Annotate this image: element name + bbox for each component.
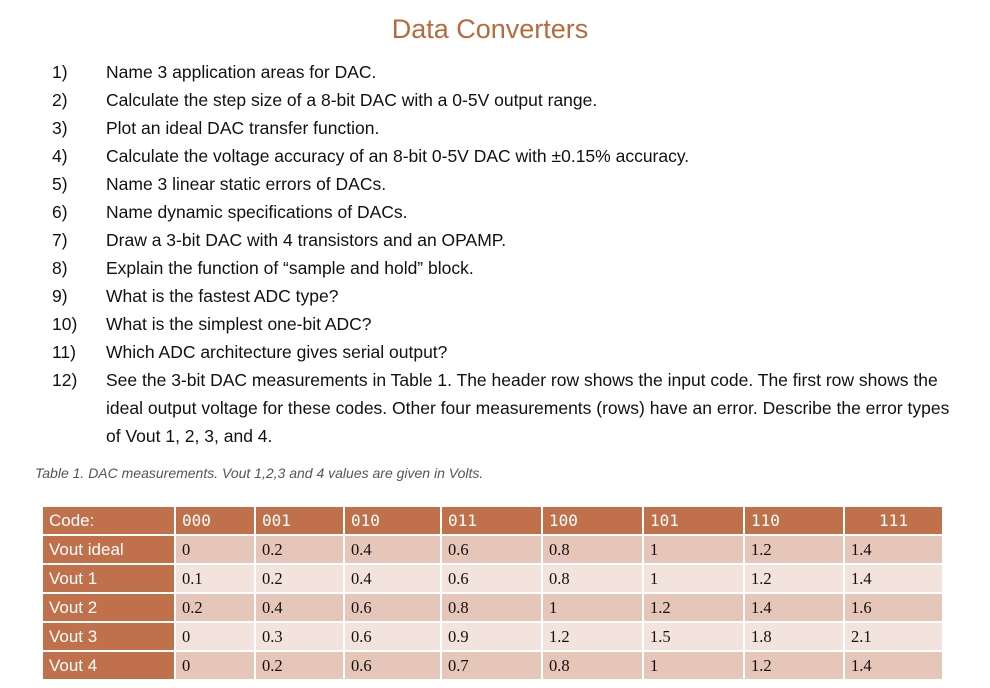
- table-cell: 1.4: [744, 593, 844, 622]
- table-cell: 1.8: [744, 622, 844, 651]
- table-cell: 1.6: [844, 593, 943, 622]
- table-cell: 0.6: [344, 593, 441, 622]
- question-text: What is the fastest ADC type?: [106, 286, 339, 306]
- table-cell: 0.8: [542, 564, 643, 593]
- table-cell: 1: [643, 651, 744, 680]
- table-cell: 0: [175, 651, 255, 680]
- table-cell: 0.6: [344, 651, 441, 680]
- question-item: [52, 114, 952, 142]
- header-cell: 001: [255, 506, 344, 535]
- question-item: [52, 310, 952, 338]
- question-text: Name 3 application areas for DAC.: [106, 62, 377, 82]
- question-text: Plot an ideal DAC transfer function.: [106, 118, 380, 138]
- question-item: [52, 198, 952, 226]
- question-text: Name 3 linear static errors of DACs.: [106, 174, 387, 194]
- table-cell: 1: [643, 564, 744, 593]
- table-cell: 0.6: [441, 564, 542, 593]
- question-item: [52, 366, 952, 450]
- row-label: Vout 2: [42, 593, 175, 622]
- table-cell: 1: [643, 535, 744, 564]
- table-cell: 2.1: [844, 622, 943, 651]
- row-label: Vout 1: [42, 564, 175, 593]
- dac-measurements-table: [41, 505, 944, 681]
- table-cell: 0.6: [344, 622, 441, 651]
- table-cell: 0.2: [175, 593, 255, 622]
- table-cell: 0.6: [441, 535, 542, 564]
- table-cell: 0: [175, 535, 255, 564]
- header-cell: 111: [844, 506, 943, 535]
- table-cell: 0.7: [441, 651, 542, 680]
- row-label: Vout ideal: [42, 535, 175, 564]
- table-cell: 1.2: [542, 622, 643, 651]
- header-cell: 000: [175, 506, 255, 535]
- question-number: 11): [52, 342, 76, 362]
- table-cell: 0.2: [255, 564, 344, 593]
- question-number: 9): [52, 286, 68, 306]
- question-text: Explain the function of “sample and hold” block.: [106, 258, 474, 278]
- page-title: Data Converters: [391, 14, 589, 44]
- header-cell: 100: [542, 506, 643, 535]
- question-item: [52, 58, 952, 86]
- table-cell: 0.8: [441, 593, 542, 622]
- question-number: 10): [52, 314, 78, 334]
- question-list: [52, 58, 952, 450]
- table-cell: 0.2: [255, 535, 344, 564]
- header-cell: 010: [344, 506, 441, 535]
- question-number: 5): [52, 174, 68, 194]
- table-cell: 1.4: [844, 564, 943, 593]
- table-cell: 0.4: [344, 564, 441, 593]
- table-row: [42, 535, 943, 564]
- table-cell: 0.4: [255, 593, 344, 622]
- table-cell: 1.4: [844, 535, 943, 564]
- question-number: 3): [52, 118, 68, 138]
- question-number: 7): [52, 230, 68, 250]
- question-number: 8): [52, 258, 68, 278]
- table-row: [42, 651, 943, 680]
- question-item: [52, 170, 952, 198]
- row-label: Vout 4: [42, 651, 175, 680]
- table-cell: 0: [175, 622, 255, 651]
- header-cell: Code:: [42, 506, 175, 535]
- question-text: Calculate the voltage accuracy of an 8-bit 0-5V DAC with ±0.15% accuracy.: [106, 146, 690, 166]
- question-number: 6): [52, 202, 68, 222]
- table-caption: Table 1. DAC measurements. Vout 1,2,3 and 4 values are given in Volts.: [35, 465, 484, 481]
- table-cell: 1.2: [744, 564, 844, 593]
- question-item: [52, 254, 952, 282]
- table-header-row: [42, 506, 943, 535]
- question-text: Draw a 3-bit DAC with 4 transistors and an OPAMP.: [106, 230, 507, 250]
- table-cell: 0.1: [175, 564, 255, 593]
- question-number: 4): [52, 146, 68, 166]
- table-cell: 0.9: [441, 622, 542, 651]
- table-cell: 1: [542, 593, 643, 622]
- header-cell: 110: [744, 506, 844, 535]
- question-item: [52, 338, 952, 366]
- question-item: [52, 282, 952, 310]
- question-item: [52, 142, 952, 170]
- question-number: 12): [52, 370, 78, 390]
- question-text: What is the simplest one-bit ADC?: [106, 314, 372, 334]
- question-item: [52, 226, 952, 254]
- table-row: [42, 564, 943, 593]
- table-cell: 0.8: [542, 535, 643, 564]
- question-number: 1): [52, 62, 68, 82]
- question-text: Name dynamic specifications of DACs.: [106, 202, 408, 222]
- question-number: 2): [52, 90, 68, 110]
- table-cell: 1.2: [643, 593, 744, 622]
- table-row: [42, 593, 943, 622]
- header-cell: 011: [441, 506, 542, 535]
- table-cell: 0.3: [255, 622, 344, 651]
- table-cell: 1.5: [643, 622, 744, 651]
- table-cell: 0.4: [344, 535, 441, 564]
- table-cell: 1.2: [744, 535, 844, 564]
- table-cell: 0.2: [255, 651, 344, 680]
- question-text: Calculate the step size of a 8-bit DAC with a 0-5V output range.: [106, 90, 598, 110]
- row-label: Vout 3: [42, 622, 175, 651]
- question-text: Which ADC architecture gives serial output?: [106, 342, 448, 362]
- question-text: See the 3-bit DAC measurements in Table 1. The header row shows the input code. The first row shows the ideal output voltage for these codes. Other four measurements (rows) have an error. Describe the error types of Vout 1, 2, 3, and 4.: [106, 370, 950, 446]
- table-cell: 1.4: [844, 651, 943, 680]
- table-row: [42, 622, 943, 651]
- table-cell: 0.8: [542, 651, 643, 680]
- question-item: [52, 86, 952, 114]
- table-cell: 1.2: [744, 651, 844, 680]
- header-cell: 101: [643, 506, 744, 535]
